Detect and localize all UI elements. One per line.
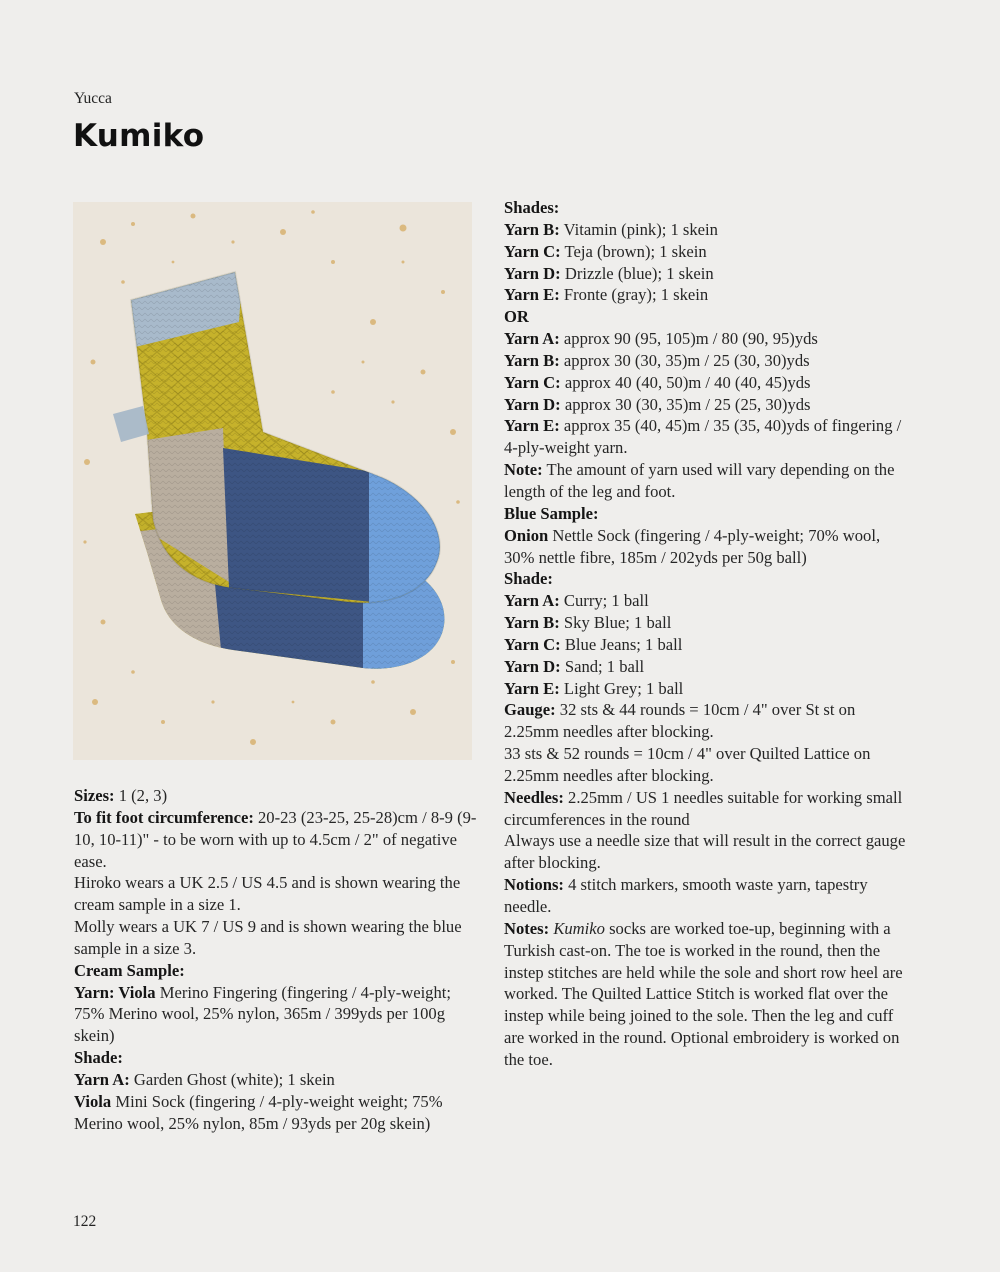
right-column — [504, 197, 914, 1071]
right-paragraph: Yarn E: approx 35 (40, 45)m / 35 (35, 40)yds of fingering / 4-ply-weight yarn. — [504, 416, 902, 458]
right-paragraph: Yarn B: Vitamin (pink); 1 skein — [504, 219, 718, 239]
left-column — [74, 785, 484, 1135]
right-paragraph: Note: The amount of yarn used will vary depending on the length of the leg and foot. — [504, 460, 895, 501]
right-paragraph: 33 sts & 52 rounds = 10cm / 4" over Quilted Lattice on 2.25mm needles after blocking. — [504, 744, 871, 785]
right-paragraph: Yarn B: Sky Blue; 1 ball — [504, 613, 672, 633]
left-paragraph: Cream Sample: — [74, 960, 185, 980]
right-paragraph: Onion Nettle Sock (fingering / 4-ply-weight; 70% wool, 30% nettle fibre, 185m / 202yds per 50g ball) — [504, 525, 881, 567]
right-paragraph: Notions: 4 stitch markers, smooth waste yarn, tapestry needle. — [504, 875, 868, 916]
page-title: Kumiko — [73, 118, 205, 154]
right-paragraph: Yarn D: Drizzle (blue); 1 skein — [504, 263, 714, 283]
right-paragraph: Yarn D: approx 30 (30, 35)m / 25 (25, 30)yds — [504, 394, 811, 414]
right-paragraph: Yarn B: approx 30 (30, 35)m / 25 (30, 30)yds — [504, 350, 810, 370]
left-paragraph: Yarn: Viola Merino Fingering (fingering / 4-ply-weight; 75% Merino wool, 25% nylon, 365m / 399yds per 100g skein) — [74, 982, 451, 1046]
right-paragraph: Blue Sample: — [504, 503, 599, 523]
right-paragraph: Yarn A: Curry; 1 ball — [504, 591, 649, 611]
right-paragraph: Yarn A: approx 90 (95, 105)m / 80 (90, 95)yds — [504, 329, 818, 349]
right-paragraph: Shade: — [504, 569, 553, 589]
knitted-socks-illustration — [73, 202, 472, 760]
right-paragraph: Shades: — [504, 198, 560, 217]
left-paragraph: To fit foot circumference: 20-23 (23-25, 25-28)cm / 8-9 (9-10, 10-11)" - to be worn with up to 4.5cm / 2" of negative ease. — [74, 807, 477, 871]
right-paragraph: Yarn C: Blue Jeans; 1 ball — [504, 634, 683, 654]
left-paragraph: Shade: — [74, 1048, 123, 1068]
left-paragraph: Sizes: 1 (2, 3) — [74, 786, 168, 805]
right-paragraph: Gauge: 32 sts & 44 rounds = 10cm / 4" over St st on 2.25mm needles after blocking. — [504, 700, 856, 742]
page-number: 122 — [73, 1213, 97, 1230]
socks-photo — [73, 202, 472, 760]
left-paragraph: Molly wears a UK 7 / US 9 and is shown wearing the blue sample in a size 3. — [74, 917, 462, 958]
right-paragraph: Yarn E: Light Grey; 1 ball — [504, 678, 684, 698]
right-paragraph: Yarn C: Teja (brown); 1 skein — [504, 241, 707, 261]
left-paragraph: Viola Mini Sock (fingering / 4-ply-weight weight; 75% Merino wool, 25% nylon, 85m / 93yds per 20g skein) — [74, 1091, 443, 1133]
right-paragraph: Notes: Kumiko socks are worked toe-up, beginning with a Turkish cast-on. The toe is worked in the round, then the instep stitches are held while the sole and short row heel are worked. The Quilted Lattice Stitch is worked flat over the instep while being joined to the sole. Then the leg and cuff are worked in the round. Optional embroidery is worked on the toe. — [504, 918, 903, 1069]
right-paragraph: Yarn C: approx 40 (40, 50)m / 40 (40, 45)yds — [504, 372, 811, 392]
section-label: Yucca — [74, 90, 112, 107]
right-paragraph: Yarn D: Sand; 1 ball — [504, 656, 645, 676]
right-paragraph: OR — [504, 307, 529, 327]
left-paragraph: Yarn A: Garden Ghost (white); 1 skein — [74, 1069, 335, 1089]
right-paragraph: Yarn E: Fronte (gray); 1 skein — [504, 285, 709, 305]
left-paragraph: Hiroko wears a UK 2.5 / US 4.5 and is shown wearing the cream sample in a size 1. — [74, 873, 461, 915]
right-paragraph: Always use a needle size that will result in the correct gauge after blocking. — [504, 831, 906, 873]
right-paragraph: Needles: 2.25mm / US 1 needles suitable for working small circumferences in the round — [504, 787, 903, 829]
